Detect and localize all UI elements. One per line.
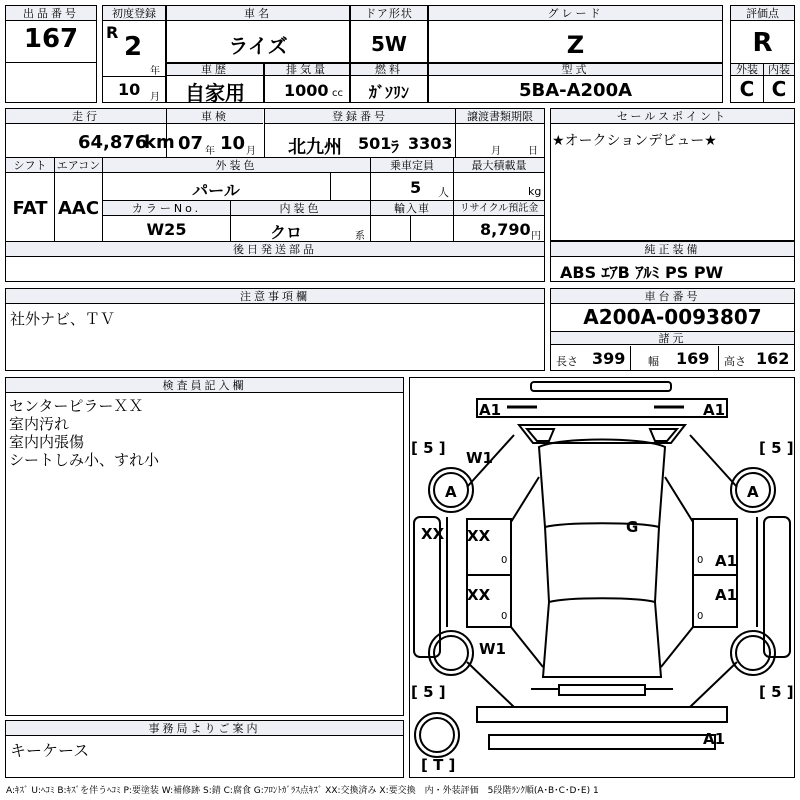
plate-area: 北九州	[288, 137, 342, 158]
color-no: W25	[146, 220, 187, 239]
inspection-year-unit: 年	[205, 146, 215, 157]
grade-label: グレード	[429, 6, 722, 21]
inspector-line: 室内内張傷	[9, 433, 85, 451]
displacement: 1000	[284, 81, 329, 100]
equipment-label: 純正装備	[551, 242, 794, 257]
mileage: 64,876	[78, 132, 148, 153]
height: 162	[756, 349, 790, 368]
office-label: 事務局よりご案内	[6, 721, 403, 736]
model-label: 型式	[429, 64, 722, 76]
chassis-number: A200A-0093807	[583, 305, 762, 329]
chassis-label: 車台番号	[551, 289, 794, 304]
car-name: ライズ	[228, 34, 288, 58]
spare-tire-mark: [ T ]	[421, 756, 456, 774]
color-no-label: カラーNo.	[103, 201, 230, 216]
import-label: 輸入車	[371, 201, 453, 216]
inspection-month: 10	[220, 133, 246, 154]
interior-color-label: 内装色	[231, 201, 370, 216]
load-unit: kg	[528, 185, 542, 198]
recycle-unit: 円	[531, 231, 541, 242]
ext-grade: C	[739, 77, 755, 101]
int-label: 内装	[764, 64, 794, 76]
registration-year: 2	[124, 32, 143, 62]
transfer-label: 譲渡書類期限	[456, 109, 544, 124]
height-label: 高さ	[724, 355, 746, 368]
zero-mark: 0	[697, 555, 704, 566]
selling-points-cell	[550, 108, 795, 241]
history-label: 車歴	[167, 64, 263, 76]
door-label: ドア形状	[351, 6, 427, 21]
capacity-label: 乗車定員	[371, 158, 453, 173]
fuel: ｶﾞｿﾘﾝ	[368, 83, 409, 102]
month-unit: 月	[150, 92, 160, 103]
notes: 社外ナビ、ＴＶ	[10, 310, 115, 328]
zero-mark: 0	[697, 611, 704, 622]
inspector-line: 室内汚れ	[9, 415, 70, 433]
color-label: 外装色	[103, 158, 370, 173]
inspector-line: センターピラーＸＸ	[9, 397, 144, 415]
door-type: 5W	[371, 32, 407, 56]
displacement-label: 排気量	[265, 64, 349, 76]
ext-label: 外装	[731, 64, 763, 76]
length: 399	[592, 349, 626, 368]
int-grade: C	[771, 77, 787, 101]
grade: Z	[566, 31, 585, 59]
lot-number: 167	[23, 24, 79, 54]
interior-color-unit: 系	[355, 231, 365, 242]
recycle-deposit: 8,790	[480, 220, 531, 239]
model: 5BA-A200A	[518, 80, 633, 101]
selling-points: ★オークションデビュー★	[552, 133, 717, 149]
damage-mark: A1	[479, 401, 502, 419]
year-unit: 年	[150, 66, 160, 77]
registration-month: 10	[118, 80, 141, 99]
car-name-label: 車名	[167, 6, 349, 21]
plate-kana: ﾗ	[391, 137, 400, 156]
inspection-label: 車検	[167, 109, 263, 124]
capacity-unit: 人	[438, 186, 449, 199]
notes-label: 注意事項欄	[6, 289, 544, 304]
tire-tread-mark: [ 5 ]	[411, 439, 446, 457]
damage-mark: A	[747, 483, 759, 501]
car-outline-diagram	[409, 377, 795, 778]
mileage-label: 走行	[6, 109, 166, 124]
later-parts-label: 後日発送部品	[6, 242, 544, 257]
history: 自家用	[185, 81, 245, 105]
mileage-unit: km	[144, 132, 175, 153]
damage-mark: A1	[703, 730, 726, 748]
length-label: 長さ	[556, 355, 578, 368]
width-label: 幅	[648, 355, 659, 368]
inspector-label: 検査員記入欄	[6, 378, 403, 393]
plate-class: 501	[358, 134, 392, 153]
damage-mark: XX	[467, 527, 491, 545]
tire-tread-mark: [ 5 ]	[759, 683, 794, 701]
transfer-day-unit: 日	[528, 146, 538, 157]
damage-mark: XX	[467, 586, 491, 604]
inspection-year: 07	[178, 133, 204, 154]
aircon: AAC	[57, 198, 100, 219]
damage-mark: A1	[715, 552, 738, 570]
aircon-label: エアコン	[56, 159, 101, 172]
plate-label: 登録番号	[265, 109, 455, 124]
damage-mark: W1	[479, 640, 506, 658]
score-label: 評価点	[731, 6, 794, 21]
load-label: 最大積載量	[454, 158, 544, 173]
damage-mark: A1	[715, 586, 738, 604]
zero-mark: 0	[501, 555, 508, 566]
zero-mark: 0	[501, 611, 508, 622]
selling-points-label: セールスポイント	[551, 109, 794, 124]
inspection-month-unit: 月	[246, 146, 256, 157]
color: パール	[192, 181, 240, 200]
damage-mark: A1	[703, 401, 726, 419]
plate-number: 3303	[408, 134, 453, 153]
equipment: ABS ｴｱB ｱﾙﾐ PS PW	[560, 263, 724, 282]
damage-mark: A	[445, 483, 457, 501]
dims-label: 諸元	[551, 332, 794, 345]
damage-mark: W1	[466, 449, 493, 467]
registration-era: R	[106, 23, 119, 42]
legend: A:ｷｽﾞ U:ﾍｺﾐ B:ｷｽﾞを伴うﾍｺﾐ P:要塗装 W:補修跡 S:錆 C:腐食 G:ﾌﾛﾝﾄｶﾞﾗｽ点ｷｽﾞ XX:交換済み X:要交換 内・外装評価 5段階ﾗﾝｸ順(A･B･C･D･E) 1	[6, 786, 599, 796]
damage-mark: G	[626, 518, 639, 536]
office-note: キーケース	[10, 741, 90, 760]
damage-mark: XX	[421, 525, 445, 543]
fuel-label: 燃料	[351, 64, 427, 76]
recycle-label: リサイクル預託金	[454, 201, 544, 216]
inspector-line: シートしみ小、すれ小	[9, 451, 160, 469]
interior-color: クロ	[269, 223, 302, 242]
tire-tread-mark: [ 5 ]	[411, 683, 446, 701]
score: R	[752, 28, 773, 58]
tire-tread-mark: [ 5 ]	[759, 439, 794, 457]
transfer-month-unit: 月	[491, 146, 501, 157]
capacity: 5	[410, 178, 422, 197]
displacement-unit: cc	[332, 88, 343, 99]
lot-number-label: 出品番号	[6, 6, 96, 21]
width: 169	[676, 349, 710, 368]
shift: FAT	[12, 198, 48, 219]
registration-label: 初度登録	[103, 6, 165, 21]
shift-label: シフト	[6, 158, 54, 173]
